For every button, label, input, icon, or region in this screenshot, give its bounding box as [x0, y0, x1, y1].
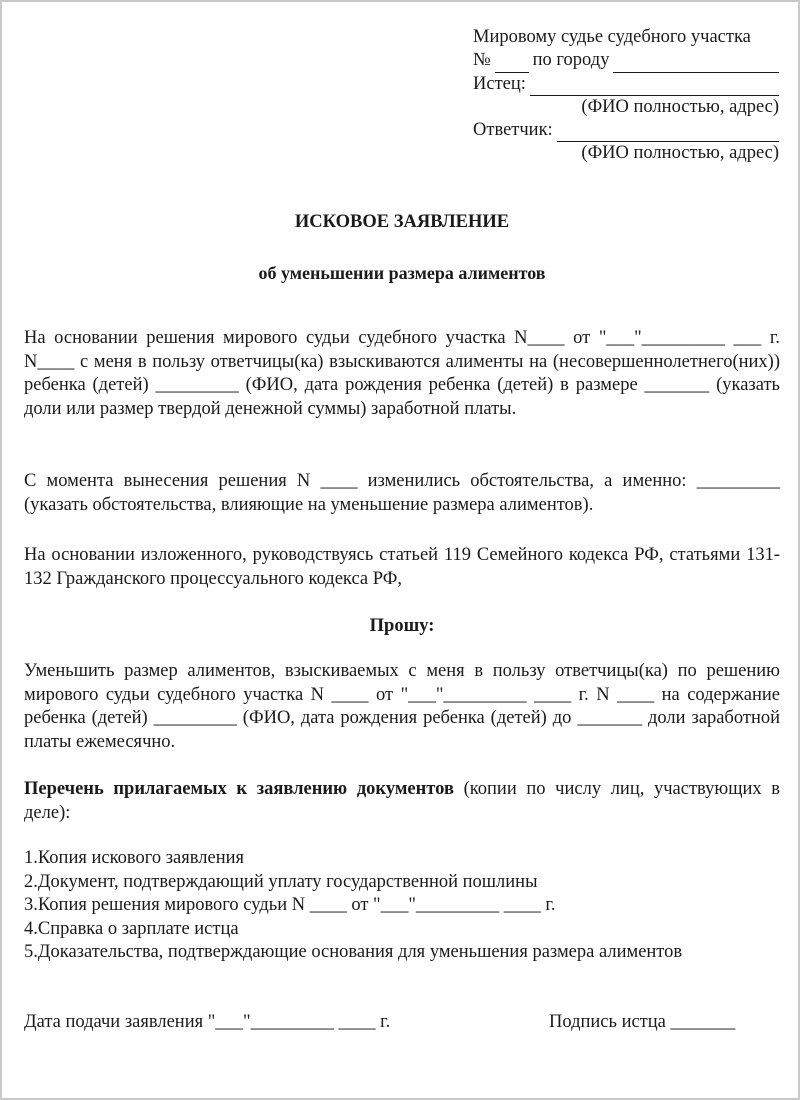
paragraph-request: [24, 660, 780, 754]
paragraph-text: На основании решения мирового судьи судебного участка N____ от "___"_________ ___ г. N____ с меня в пользу ответчицы(ка) взыскиваются алименты на (несовершеннолетнего(них)) ребенка (детей) _________ (ФИО, дата рождения ребенка (детей) в размере _______ (указать доли или размер твердой денежной суммы) заработной платы.: [24, 328, 780, 419]
paragraph-circumstances: [24, 470, 780, 517]
addressee-text: Мировому судье судебного участка: [473, 27, 751, 47]
document-subtitle: об уменьшении размера алиментов: [258, 263, 546, 283]
court-city-blank: [613, 57, 779, 73]
court-number-label: №: [473, 50, 491, 71]
addressee-block: [473, 26, 779, 166]
paragraph-legal-basis: [24, 544, 780, 591]
court-city-label: по городу: [532, 50, 610, 71]
defendant-label: Ответчик:: [473, 120, 553, 141]
attachments-list: [24, 847, 784, 965]
addressee-line: [473, 26, 779, 49]
plaintiff-blank: [530, 80, 779, 96]
paragraph-text: На основании изложенного, руководствуясь статьей 119 Семейного кодекса РФ, статьями 131-132 Гражданского процессуального кодекса РФ,: [24, 545, 780, 589]
plaintiff-label: Истец:: [473, 73, 526, 94]
list-item: 2.Документ, подтверждающий уплату государственной пошлины: [24, 871, 538, 892]
paragraph-basis: [24, 327, 780, 421]
court-number-blank: [495, 57, 529, 73]
list-item: 4.Справка о зарплате истца: [24, 918, 239, 939]
paragraph-text: Уменьшить размер алиментов, взыскиваемых с меня в пользу ответчицы(ка) по решению мирового судьи судебного участка N ____ от "___"_________ ____ г. N ____ на содержание ребенка (детей) _________ (ФИО, дата рождения ребенка (детей) до _______ доли заработной платы ежемесячно.: [24, 661, 780, 752]
plaintiff-hint: (ФИО полностью, адрес): [581, 96, 779, 117]
list-item: 5.Доказательства, подтверждающие основания для уменьшения размера алиментов: [24, 942, 683, 962]
plaintiff-signature: Подпись истца _______: [549, 1012, 736, 1032]
list-item: 1.Копия искового заявления: [24, 848, 245, 868]
document-title: ИСКОВОЕ ЗАЯВЛЕНИЕ: [294, 212, 510, 232]
list-item: 3.Копия решения мирового судьи N ____ от "___"_________ ____ г.: [24, 895, 556, 915]
court-line: [473, 49, 779, 72]
attachments-heading: [24, 778, 780, 825]
defendant-hint: (ФИО полностью, адрес): [581, 143, 779, 164]
request-heading: Прошу:: [369, 616, 435, 636]
plaintiff-line: [473, 73, 779, 96]
attachments-heading-rest: (копии по числу лиц, участвующих в деле):: [24, 779, 781, 823]
filing-date: Дата подачи заявления "___"_________ ____ г.: [24, 1012, 391, 1032]
attachments-heading-bold: Перечень прилагаемых к заявлению документов: [24, 779, 454, 799]
paragraph-text: С момента вынесения решения N ____ изменились обстоятельства, а именно: _________ (указать обстоятельства, влияющие на уменьшение размера алиментов).: [24, 471, 780, 515]
attachments-heading-text: [24, 778, 780, 825]
defendant-blank: [557, 126, 779, 142]
defendant-line: [473, 119, 779, 142]
